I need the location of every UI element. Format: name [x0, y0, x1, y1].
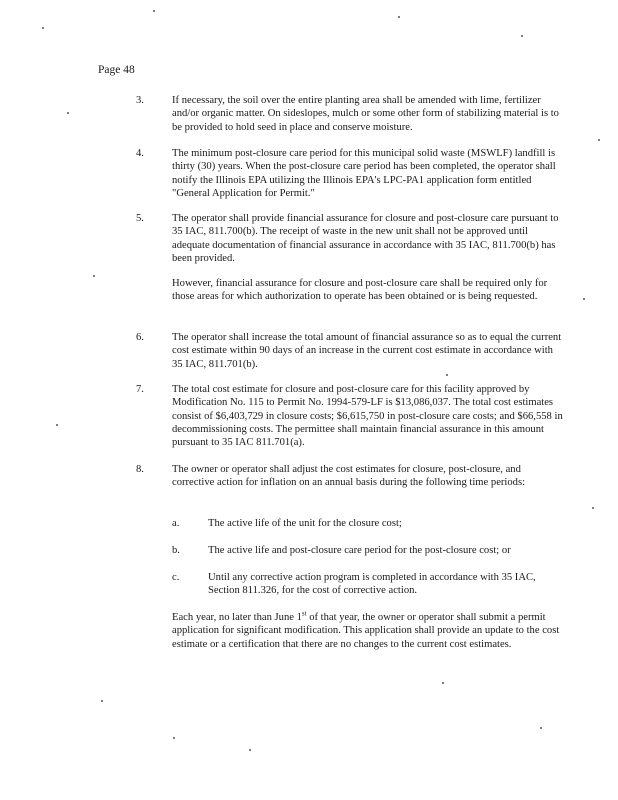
page-number: Page 48	[98, 64, 135, 76]
list-item	[136, 383, 564, 449]
item-text: The total cost estimate for closure and post-closure care for this facility approved by Modification No. 115 to Permit No. 1994-579-LF is $13,086,037. The total cost estimates consist of $6,403,729 in closure costs; $6,615,750 in post-closure care costs; and $66,558 in decommissioning costs. The permittee shall maintain financial assurance in this amount pursuant to 35 IAC 811.701(a).	[172, 384, 563, 449]
scan-speck	[153, 10, 155, 12]
sub-item	[172, 571, 564, 598]
list-item	[136, 212, 564, 265]
item-number: 6.	[136, 332, 144, 343]
scan-speck	[592, 507, 594, 509]
item-text: The operator shall provide financial assurance for closure and post-closure care pursuant to 35 IAC, 811.700(b). The receipt of waste in the new unit shall not be approved until adequate documentation of financial assurance in accordance with 35 IAC, 811.700(b) has been provided.	[172, 213, 559, 264]
scan-speck	[442, 682, 444, 684]
scan-speck	[398, 16, 400, 18]
list-item	[136, 463, 564, 490]
scan-speck	[521, 35, 523, 37]
sub-item-letter: c.	[172, 572, 180, 583]
item-number: 5.	[136, 213, 144, 224]
ordinal-suffix: st	[301, 609, 307, 618]
sub-item-letter: b.	[172, 545, 180, 556]
sub-item	[172, 544, 564, 557]
list-item	[136, 94, 564, 134]
item-continuation: However, financial assurance for closure and post-closure care shall be required only for those areas for which authorization to operate has been obtained or is being requested.	[172, 278, 548, 303]
item-number: 7.	[136, 384, 144, 395]
item-text: The owner or operator shall adjust the cost estimates for closure, post-closure, and corrective action for inflation on an annual basis during the following time periods:	[172, 464, 526, 489]
sub-item-text: The active life of the unit for the closure cost;	[208, 518, 402, 529]
scan-speck	[101, 700, 103, 702]
scan-speck	[67, 112, 69, 114]
item-number: 4.	[136, 148, 144, 159]
item-number: 3.	[136, 95, 144, 106]
final-paragraph-start: Each year, no later than June 1	[172, 612, 302, 623]
sub-item-text: The active life and post-closure care period for the post-closure cost; or	[208, 545, 511, 556]
item-text: The operator shall increase the total amount of financial assurance so as to equal the current cost estimate within 90 days of an increase in the current cost estimate in accordance with 35 IAC, 811.701(b).	[172, 332, 562, 370]
sub-item-letter: a.	[172, 518, 180, 529]
list-item	[136, 331, 564, 371]
scan-speck	[56, 424, 58, 426]
scan-speck	[42, 27, 44, 29]
scan-speck	[540, 727, 542, 729]
item-number: 8.	[136, 464, 144, 475]
scan-speck	[583, 298, 585, 300]
scan-speck	[173, 737, 175, 739]
list-item	[136, 147, 564, 200]
scan-speck	[598, 139, 600, 141]
item-text: If necessary, the soil over the entire planting area shall be amended with lime, fertilizer and/or organic matter. On sideslopes, mulch or some other form of stabilizing material is to be provided to hold seed in place and conserve moisture.	[172, 95, 559, 133]
scan-speck	[249, 749, 251, 751]
final-paragraph-rest: of that year, the owner or operator shall submit a permit application for significant modification. This application shall provide an update to the cost estimate or a certification that there are no changes to the current cost estimates.	[172, 612, 560, 650]
scan-speck	[93, 275, 95, 277]
scan-speck	[446, 374, 448, 376]
sub-item-text: Until any corrective action program is completed in accordance with 35 IAC, Section 811.326, for the cost of corrective action.	[208, 572, 536, 597]
sub-item	[172, 517, 564, 530]
final-paragraph	[172, 611, 564, 651]
item-text: The minimum post-closure care period for this municipal solid waste (MSWLF) landfill is thirty (30) years. When the post-closure care period has been completed, the operator shall notify the Illinois EPA utilizing the Illinois EPA's LPC-PA1 application form entitled "General Application for Permit."	[172, 148, 556, 199]
